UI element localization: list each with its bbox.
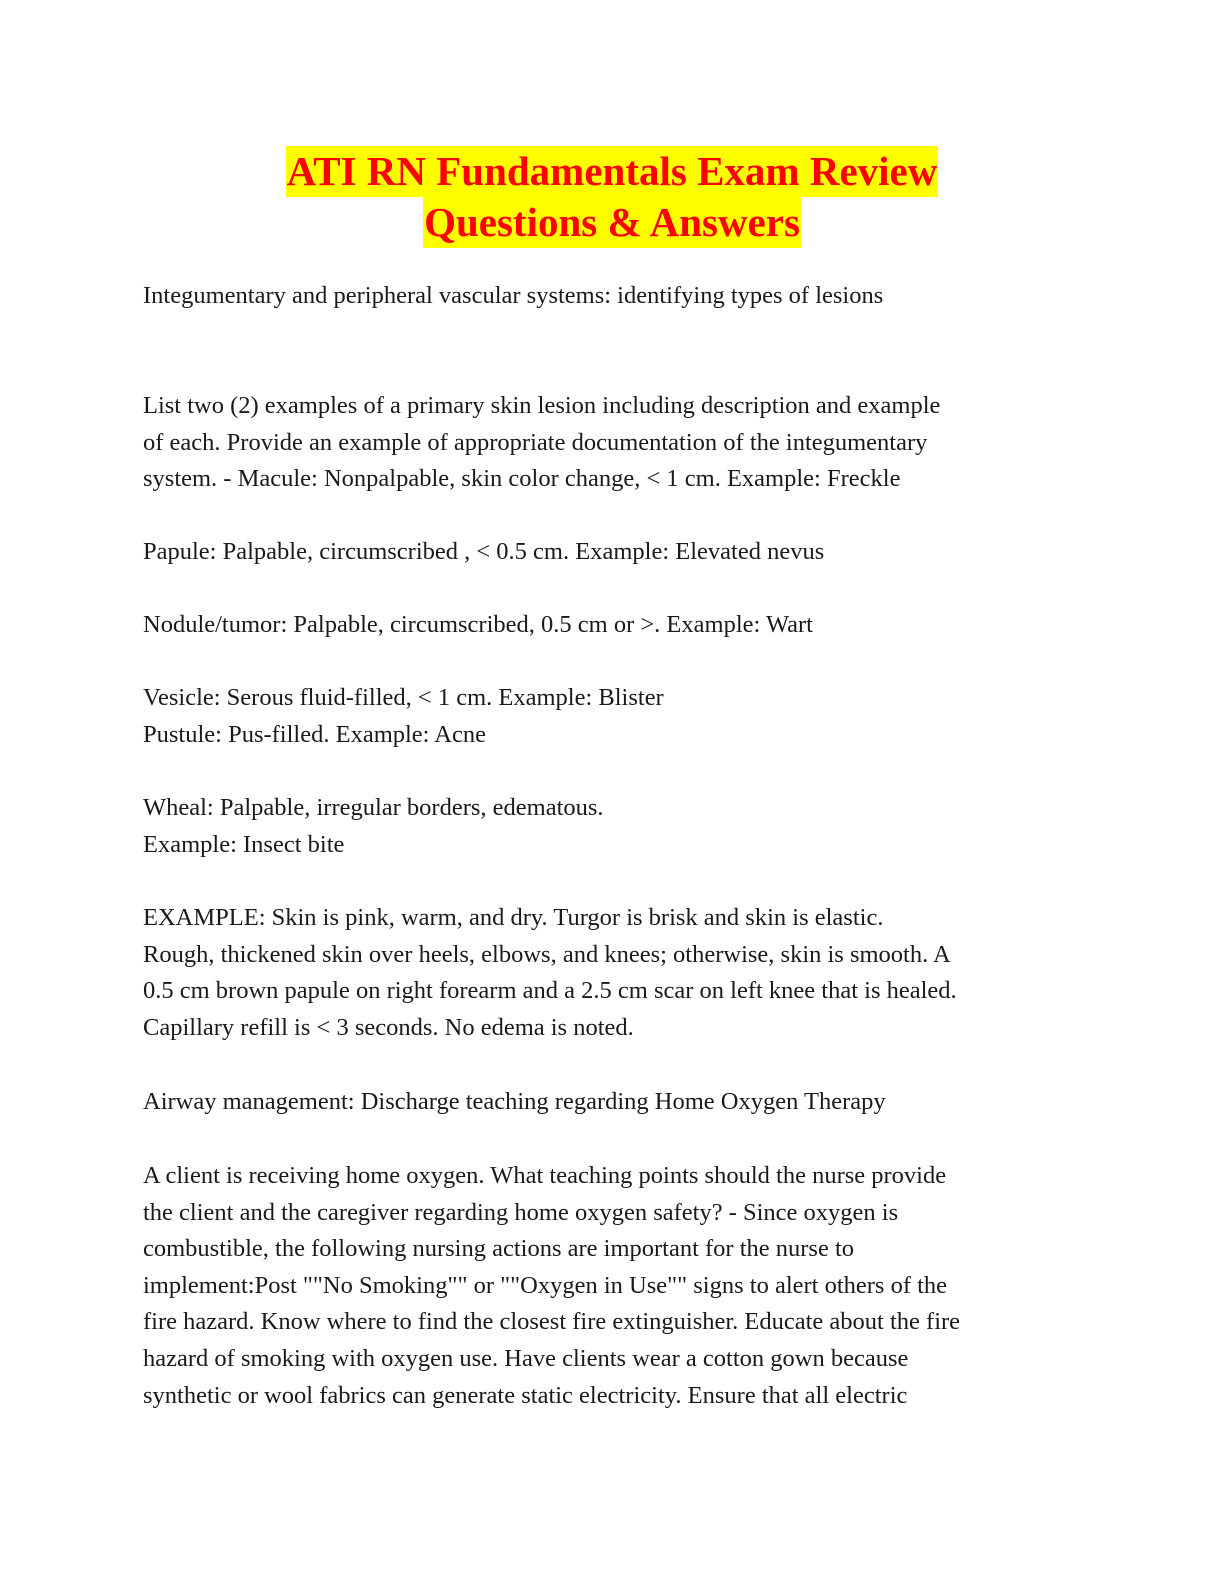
section-heading-integumentary [143,278,1083,315]
text-line: Pustule: Pus-filled. Example: Acne [143,720,486,748]
document-title [0,146,1224,248]
text-line: Example: Insect bite [143,830,345,858]
paragraph-documentation-example [143,900,1083,1046]
text-line: Rough, thickened skin over heels, elbows, and knees; otherwise, skin is smooth. A [143,940,951,968]
text-line: Nodule/tumor: Palpable, circumscribed, 0.5 cm or >. Example: Wart [143,611,813,638]
text-line: 0.5 cm brown papule on right forearm and a 2.5 cm scar on left knee that is healed. [143,977,957,1005]
text-line: Capillary refill is < 3 seconds. No edema is noted. [143,1013,634,1041]
text-line: List two (2) examples of a primary skin lesion including description and example [143,392,941,419]
text-line: A client is receiving home oxygen. What teaching points should the nurse provide [143,1162,947,1189]
paragraph-wheal [143,790,1083,863]
text-line: hazard of smoking with oxygen use. Have clients wear a cotton gown because [143,1344,909,1372]
paragraph-home-oxygen [143,1158,1083,1414]
paragraph-vesicle-pustule [143,680,1083,753]
section-heading-airway [143,1084,1083,1121]
text-line: Wheal: Palpable, irregular borders, edematous. [143,794,604,821]
text-line: fire hazard. Know where to find the closest fire extinguisher. Educate about the fire [143,1308,961,1336]
paragraph-papule [143,534,1083,571]
title-line-2: Questions & Answers [423,197,801,248]
title-line-1: ATI RN Fundamentals Exam Review [286,146,939,197]
text-line: implement:Post ""No Smoking"" or ""Oxygen in Use"" signs to alert others of the [143,1271,948,1299]
text-line: Vesicle: Serous fluid-filled, < 1 cm. Example: Blister [143,684,664,711]
paragraph-nodule [143,607,1083,644]
text-line: combustible, the following nursing actions are important for the nurse to [143,1235,855,1263]
text-line: Papule: Palpable, circumscribed , < 0.5 cm. Example: Elevated nevus [143,538,825,565]
text-line: the client and the caregiver regarding home oxygen safety? - Since oxygen is [143,1198,899,1226]
text-line: Integumentary and peripheral vascular systems: identifying types of lesions [143,282,884,309]
text-line: Airway management: Discharge teaching regarding Home Oxygen Therapy [143,1088,886,1115]
paragraph-skin-lesion-question [143,388,1083,498]
text-line: synthetic or wool fabrics can generate static electricity. Ensure that all electric [143,1381,908,1409]
text-line: of each. Provide an example of appropriate documentation of the integumentary [143,428,928,456]
text-line: EXAMPLE: Skin is pink, warm, and dry. Turgor is brisk and skin is elastic. [143,904,884,931]
text-line: system. - Macule: Nonpalpable, skin color change, < 1 cm. Example: Freckle [143,465,901,493]
